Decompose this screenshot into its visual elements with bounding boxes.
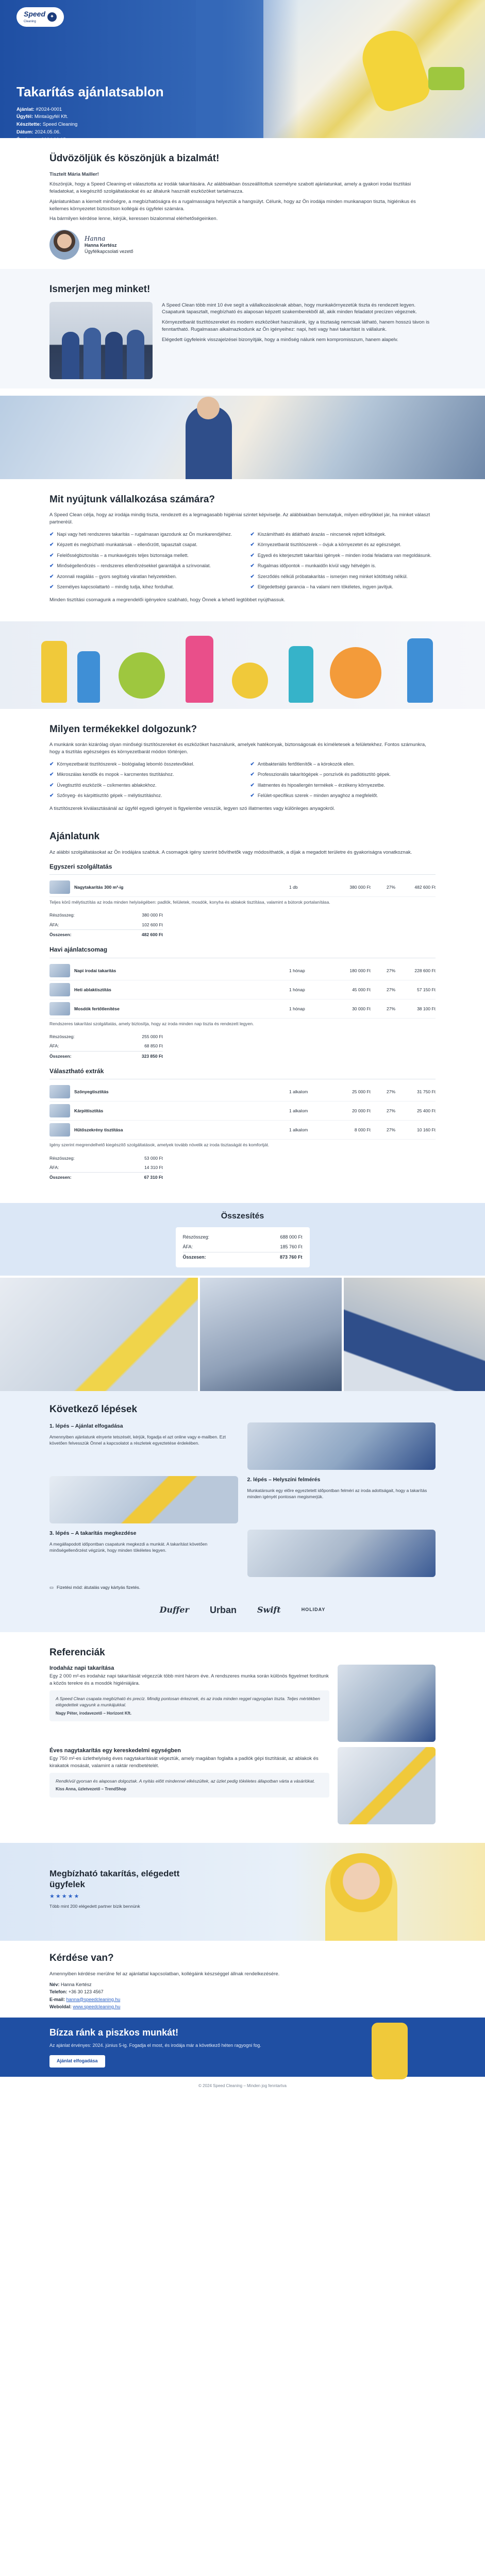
list-item-text: Illatmentes és hipoallergén termékek – érzékeny környezetbe. — [257, 782, 386, 788]
partner-logo: Swift — [257, 1605, 281, 1615]
list-item — [49, 792, 235, 800]
reference-photo — [338, 1747, 436, 1824]
totals-row — [49, 1172, 163, 1182]
offers-section — [0, 824, 485, 1194]
item-vat: 27% — [386, 1127, 395, 1133]
page-title: Takarítás ajánlatsablon — [16, 84, 164, 99]
hero-meta-value: #2024-0001 — [36, 106, 62, 112]
brand-logo[interactable]: Speed Cleaning ✦ — [16, 7, 64, 27]
reference-text: Egy 750 m²-es üzlethelyiség éves nagytakarítását végeztük, amely magában foglalta a padlók gépi tisztítását, az ablakok és kirakatok mosását, valamint a raktár rendbetételét. — [49, 1756, 319, 1769]
office-cleaning-photo — [0, 396, 485, 479]
offer-group-title: Havi ajánlatcsomag — [49, 945, 436, 958]
item-price: 45 000 Ft — [352, 987, 371, 992]
products-section — [0, 709, 485, 825]
summary-label: ÁFA: — [182, 1244, 193, 1249]
why-section — [0, 479, 485, 616]
item-thumbnail — [49, 983, 70, 996]
item-vat: 27% — [386, 1108, 395, 1114]
item-total: 38 100 Ft — [417, 1006, 436, 1011]
meet-p3: Elégedett ügyfeleink visszajelzései bizonyítják, hogy a minőség nálunk nem kompromisszum, hanem alapelv. — [162, 336, 398, 343]
step-photo — [49, 1476, 238, 1523]
hero-meta-label: Érvényes: — [16, 137, 40, 143]
list-item — [250, 563, 436, 570]
products-list — [49, 761, 436, 800]
contact-label: Név: — [49, 1981, 60, 1987]
totals-value: 14 310 Ft — [144, 1164, 163, 1170]
gallery-photo — [0, 1278, 198, 1391]
accept-offer-button[interactable]: Ajánlat elfogadása — [49, 2055, 105, 2067]
item-thumbnail — [49, 1002, 70, 1015]
item-name: Napi irodai takarítás — [74, 968, 116, 973]
offer-totals — [49, 1154, 163, 1182]
totals-label: ÁFA: — [49, 1043, 59, 1049]
totals-label: ÁFA: — [49, 1164, 59, 1170]
check-icon: ✔ — [250, 552, 255, 558]
list-item-text: Rugalmas időpontok – munkaidőn kívül vagy hétvégén is. — [257, 563, 376, 569]
table-row — [49, 1121, 436, 1140]
glove-shape — [356, 24, 434, 115]
item-vat: 27% — [386, 1006, 395, 1011]
check-icon: ✔ — [250, 584, 255, 590]
final-cta — [0, 2018, 485, 2076]
steps-title: Következő lépések — [49, 1403, 138, 1415]
cta-banner — [0, 1843, 485, 1941]
totals-row — [49, 910, 163, 920]
totals-value: 53 000 Ft — [144, 1155, 163, 1161]
contact-row — [49, 1988, 436, 1995]
contact-label: Telefon: — [49, 1989, 68, 1995]
step-title: 1. lépés – Ajánlat elfogadása — [49, 1423, 123, 1430]
contact-text: Amennyiben kérdése merülne fel az ajánlattal kapcsolatban, kollégáink készséggel állnak rendelkezésére. — [49, 1971, 280, 1977]
list-item-text: Kiszámítható és átlátható árazás – nincsenek rejtett költségek. — [257, 531, 387, 537]
item-qty: 1 hónap — [289, 968, 305, 973]
check-icon: ✔ — [250, 782, 255, 788]
quote-author: Kiss Anna, üzletvezető – TrendShop — [56, 1787, 127, 1792]
totals-label: Részösszeg: — [49, 1155, 75, 1161]
item-qty: 1 alkalom — [289, 1089, 308, 1095]
list-item-text: Üvegtisztító eszközök – csíkmentes ablakokhoz. — [57, 782, 157, 788]
check-icon: ✔ — [250, 573, 255, 580]
table-row — [49, 878, 436, 897]
why-title: Mit nyújtunk vállalkozása számára? — [49, 494, 215, 505]
offer-group — [49, 862, 436, 940]
check-icon: ✔ — [49, 563, 54, 569]
payment-info: ▭ Fizetési mód: átutalás vagy kártyás fizetés. — [49, 1585, 141, 1590]
hero-meta-label: Ügyfél: — [16, 114, 34, 120]
item-name: Heti ablaktisztítás — [74, 987, 111, 992]
step-text: Munkatársunk egy előre egyeztetett időpontban felméri az iroda adottságait, hogy a takarítás minden igényét pontosan megismerjük. — [247, 1487, 427, 1500]
avatar — [49, 230, 79, 260]
meet-p2: Környezetbarát tisztítószereket és modern eszközöket használunk, így a tisztaság nemcsak látható, hanem hosszú távon is fenntartható. Rugalmasan alkalmazkodunk az Ön igényeihez: napi, heti vagy havi takarítást is vállalunk. — [162, 319, 430, 332]
item-vat: 27% — [386, 1089, 395, 1095]
item-total: 57 150 Ft — [417, 987, 436, 992]
item-price: 30 000 Ft — [352, 1006, 371, 1011]
cta-subtitle: Több mint 200 elégedett partner bízik bennünk — [49, 1904, 140, 1909]
item-thumbnail — [49, 1123, 70, 1137]
step-card — [49, 1476, 436, 1523]
offers-intro: Az alábbi szolgáltatásokat az Ön irodájára szabtuk. A csomagok igény szerint bővíthetők vagy módosíthatók, a díjak a megadott területre és gyakoriságra vonatkoznak. — [49, 849, 412, 855]
meet-p1: A Speed Clean több mint 10 éve segít a vállalkozásoknak abban, hogy munkakörnyezetük tiszta és rendezett legyen. Csapatunk tapasztalt, megbízható és alaposan képzett szakemberekből áll, akik minden feladatot precízen végeznek. — [162, 302, 417, 315]
totals-value: 380 000 Ft — [142, 912, 163, 918]
table-row — [49, 1082, 436, 1101]
list-item-text: Személyes kapcsolattartó – mindig tudja, kihez fordulhat. — [57, 584, 174, 590]
hero-meta-label: Ajánlat: — [16, 106, 35, 112]
why-intro: A Speed Clean célja, hogy az irodája mindig tiszta, rendezett és a legmagasabb higiéniai szintet képviselje. Az alábbiakban bemutatjuk, milyen előnyökkel jár, ha minket választ partneréül. — [49, 512, 430, 525]
contact-row — [49, 2003, 436, 2010]
signature-role: Ügyfélkapcsolati vezető — [85, 248, 133, 254]
hero-meta-row — [16, 121, 164, 129]
item-price: 380 000 Ft — [349, 884, 371, 890]
summary-label: Részösszeg: — [182, 1234, 210, 1240]
partner-logos — [49, 1598, 436, 1622]
item-vat: 27% — [386, 987, 395, 992]
reference-card — [49, 1747, 436, 1824]
star-rating-icon: ★★★★★ — [49, 1893, 80, 1900]
list-item — [250, 552, 436, 560]
list-item-text: Környezetbarát tisztítószerek – biológiailag lebomló összetevőkkel. — [57, 761, 195, 767]
item-name: Hűtőszekrény tisztítása — [74, 1127, 123, 1133]
step-card — [49, 1530, 436, 1577]
contact-link[interactable]: www.speedcleaning.hu — [73, 2004, 121, 2009]
hero-meta-value: 2024.05.06. — [35, 129, 61, 135]
intro-greeting: Tisztelt Mária Mailler! — [49, 171, 99, 177]
check-icon: ✔ — [49, 542, 54, 548]
list-item — [250, 761, 436, 769]
gallery-photo — [200, 1278, 341, 1391]
summary-row — [183, 1232, 303, 1242]
hero-text — [16, 82, 164, 151]
list-item — [49, 782, 235, 790]
spray-bottle-shape — [372, 2023, 408, 2079]
list-item — [49, 771, 235, 779]
check-icon: ✔ — [49, 573, 54, 580]
check-icon: ✔ — [49, 552, 54, 558]
table-row — [49, 1101, 436, 1121]
offer-totals — [49, 910, 163, 939]
hero-meta-row — [16, 113, 164, 121]
list-item — [49, 531, 235, 539]
logo-icon: ✦ — [47, 12, 57, 22]
why-note: Minden tisztítási csomagunk a megrendelői igényekre szabható, hogy Önnek a lehető legtöbbet nyújthassuk. — [49, 597, 286, 603]
summary-box — [176, 1227, 310, 1267]
supplies-photo — [0, 621, 485, 709]
reference-card — [49, 1665, 436, 1742]
intro-section — [0, 138, 485, 269]
totals-label: ÁFA: — [49, 922, 59, 927]
hero-meta-row — [16, 137, 164, 144]
signature — [49, 230, 436, 260]
check-icon: ✔ — [49, 761, 54, 767]
totals-value: 323 850 Ft — [141, 1053, 163, 1059]
meet-section — [0, 269, 485, 388]
check-icon: ✔ — [250, 542, 255, 548]
intro-title: Üdvözöljük és köszönjük a bizalmát! — [49, 153, 220, 164]
item-qty: 1 alkalom — [289, 1108, 308, 1114]
list-item-text: Szerződés nélküli próbatakarítás – ismerjen meg minket kötöttség nélkül. — [257, 573, 408, 579]
testimonial-quote — [49, 1690, 329, 1721]
partner-logo: Duffer — [159, 1605, 189, 1615]
item-qty: 1 hónap — [289, 1006, 305, 1011]
step-photo — [247, 1422, 436, 1470]
products-intro: A munkánk során kizárólag olyan minőségi tisztítószereket és eszközöket használunk, amelyek hatékonyak, biztonságosak és kíméletesek a felületekhez. Fontos számunkra, hogy a tisztítás egészséges és környezetbarát módon történjen. — [49, 742, 426, 755]
list-item — [49, 584, 235, 591]
list-item-text: Képzett és megbízható munkatársak – ellenőrzött, tapasztalt csapat. — [57, 542, 198, 548]
totals-row — [49, 929, 163, 939]
why-list — [49, 531, 436, 591]
totals-row — [49, 1154, 163, 1163]
totals-label: Részösszeg: — [49, 912, 75, 918]
totals-row — [49, 1041, 163, 1050]
item-name: Mosdók fertőtlenítése — [74, 1006, 120, 1011]
totals-label: Összesen: — [49, 1053, 72, 1059]
item-qty: 1 alkalom — [289, 1127, 308, 1133]
summary-row — [183, 1252, 303, 1262]
reference-title: Éves nagytakarítás egy kereskedelmi egységben — [49, 1748, 181, 1754]
hero-meta-value: Speed Cleaning — [42, 122, 78, 128]
item-total: 10 160 Ft — [417, 1127, 436, 1133]
list-item-text: Azonnali reagálás – gyors segítség váratlan helyzetekben. — [57, 573, 177, 579]
step-photo — [247, 1530, 436, 1577]
list-item — [250, 573, 436, 581]
cta-title: Megbízható takarítás, elégedett ügyfelek — [49, 1869, 180, 1889]
list-item — [250, 792, 436, 800]
final-title: Bízza ránk a piszkos munkát! — [49, 2027, 179, 2038]
table-row — [49, 999, 436, 1019]
intro-p1: Köszönjük, hogy a Speed Cleaning-et választotta az irodák takarítására. Az alábbiakban összeállítottuk személyre szabott ajánlatunkat, amely a gyakori irodai tisztítási feladatokat, a kiegészítő szolgáltatásokat és az általunk használt eszközöket tartalmazza. — [49, 181, 411, 195]
item-name: Szőnyegtisztítás — [74, 1089, 109, 1095]
hero-meta-value: 2024.06.05. — [41, 137, 68, 143]
signature-scribble: Hanna — [85, 234, 106, 242]
hero-meta-label: Dátum: — [16, 129, 34, 135]
card-icon: ▭ — [49, 1585, 54, 1590]
totals-row — [49, 1163, 163, 1172]
item-vat: 27% — [386, 968, 395, 973]
totals-value: 67 310 Ft — [144, 1175, 163, 1180]
hero-meta-value: Mintaügyfél Kft. — [34, 114, 69, 120]
contact-value: +36 30 123 4567 — [68, 1989, 104, 1995]
item-name: Nagytakarítás 300 m²-ig — [74, 884, 124, 890]
list-item-text: Szőnyeg- és kárpittisztító gépek – mélytisztításhoz. — [57, 793, 162, 799]
list-item-text: Egyedi és kiterjesztett takarítási igények – minden irodai feladatra van megoldásunk. — [257, 552, 432, 558]
offer-group — [49, 1067, 436, 1182]
footer: © 2024 Speed Cleaning – Minden jog fenntartva — [198, 2083, 287, 2088]
check-icon: ✔ — [250, 531, 255, 537]
offer-description: Igény szerint megrendelhető kiegészítő szolgáltatások, amelyek tovább növelik az iroda tisztaságát és komfortját. — [49, 1142, 270, 1148]
list-item-text: Minőségellenőrzés – rendszeres ellenőrzésekkel garantáljuk a színvonalat. — [57, 563, 211, 569]
quote-text: A Speed Clean csapata megbízható és precíz. Mindig pontosan érkeznek, és az iroda minden reggel ragyogóan tiszta. Teljes mértékben elégedettek vagyunk a munkájukkal. — [56, 1696, 320, 1708]
list-item — [49, 552, 235, 560]
check-icon: ✔ — [250, 761, 255, 767]
list-item-text: Felület-specifikus szerek – minden anyaghoz a megfelelőt. — [257, 793, 378, 799]
item-total: 31 750 Ft — [417, 1089, 436, 1095]
final-text: Az ajánlat érvényes: 2024. június 5-ig. Fogadja el most, és irodája már a következő héten ragyogni fog. — [49, 2043, 261, 2048]
totals-row — [49, 920, 163, 929]
hero-meta-row — [16, 144, 164, 151]
offers-title: Ajánlatunk — [49, 831, 100, 842]
step-text: A megállapodott időpontban csapatunk megkezdi a munkát. A takarítást követően minőségellenőrzést végzünk, hogy minden tökéletes legyen. — [49, 1541, 208, 1553]
item-thumbnail — [49, 1085, 70, 1098]
hero-meta-label: Készítette: — [16, 122, 42, 128]
totals-value: 102 600 Ft — [142, 922, 163, 927]
totals-value: 482 600 Ft — [141, 932, 163, 938]
references-title: Referenciák — [49, 1647, 105, 1658]
check-icon: ✔ — [250, 563, 255, 569]
list-item — [49, 541, 235, 549]
step-title: 3. lépés – A takarítás megkezdése — [49, 1530, 137, 1537]
contact-link[interactable]: hanna@speedcleaning.hu — [66, 1996, 121, 2002]
hero-banner — [0, 0, 485, 150]
hero-meta — [16, 106, 164, 151]
reference-text: Egy 2 000 m²-es irodaház napi takarítását végezzük több mint három éve. A rendszeres munka során különös figyelmet fordítunk a közös terekre és a mosdók higiéniájára. — [49, 1673, 329, 1687]
table-row — [49, 961, 436, 980]
totals-value: 68 850 Ft — [144, 1043, 163, 1049]
list-item — [49, 573, 235, 581]
quote-author: Nagy Péter, irodavezető – Horizont Kft. — [56, 1710, 132, 1716]
list-item — [250, 584, 436, 591]
item-thumbnail — [49, 964, 70, 977]
offer-group — [49, 945, 436, 1061]
totals-row — [49, 1051, 163, 1061]
check-icon: ✔ — [49, 772, 54, 778]
totals-label: Összesen: — [49, 1175, 72, 1180]
cleaner-photo — [325, 1853, 397, 1941]
contact-label: E-mail: — [49, 1996, 65, 2002]
offer-description: Teljes körű mélytisztítás az iroda minden helyiségében: padlók, felületek, mosdók, konyha és ablakok tisztítása, valamint a bútorok portalanítása. — [49, 900, 330, 905]
hero-meta-label: Kapcsolat: — [16, 144, 42, 150]
check-icon: ✔ — [49, 584, 54, 590]
list-item — [49, 761, 235, 769]
step-text: Amennyiben ajánlatunk elnyerte tetszését, kérjük, fogadja el azt online vagy e-mailben. Ezt követően felvesszük Önnel a kapcsolatot a részletek egyeztetése érdekében. — [49, 1434, 226, 1446]
reference-title: Irodaház napi takarítása — [49, 1665, 114, 1672]
totals-row — [49, 1032, 163, 1041]
intro-p3: Ha bármilyen kérdése lenne, kérjük, keressen bizalommal elérhetőségeinken. — [49, 216, 218, 222]
check-icon: ✔ — [49, 782, 54, 788]
check-icon: ✔ — [250, 793, 255, 799]
hero-meta-row — [16, 129, 164, 137]
sponge-shape — [428, 67, 464, 90]
partner-logo: Urban — [209, 1604, 237, 1615]
item-vat: 27% — [386, 884, 395, 890]
step-title: 2. lépés – Helyszíni felmérés — [247, 1477, 321, 1483]
list-item — [250, 541, 436, 549]
summary-value: 873 760 Ft — [279, 1254, 303, 1260]
testimonial-quote — [49, 1773, 329, 1798]
step-card — [49, 1422, 436, 1470]
contact-row — [49, 1996, 436, 2003]
totals-label: Összesen: — [49, 932, 72, 938]
check-icon: ✔ — [250, 772, 255, 778]
offer-totals — [49, 1032, 163, 1061]
reference-photo — [338, 1665, 436, 1742]
check-icon: ✔ — [49, 793, 54, 799]
contact-label: Weboldal: — [49, 2004, 72, 2009]
quote-text: Rendkívül gyorsan és alaposan dolgoztak. A nyitás előtt mindennel elkészültek, az üzlet pedig tökéletes állapotban várta a vásárlókat. — [56, 1778, 315, 1784]
contact-row — [49, 1981, 436, 1988]
partner-logo: HOLIDAY — [301, 1607, 326, 1613]
check-icon: ✔ — [49, 531, 54, 537]
item-name: Kárpittisztítás — [74, 1108, 104, 1114]
summary-title: Összesítés — [221, 1211, 264, 1221]
table-row — [49, 980, 436, 999]
products-note: A tisztítószerek kiválasztásánál az ügyfél egyedi igényeit is figyelembe vesszük, legyen szó illatmentes vagy különleges anyagokról. — [49, 805, 335, 811]
item-thumbnail — [49, 1104, 70, 1117]
contact-value: Hanna Kertész — [61, 1981, 92, 1987]
item-thumbnail — [49, 880, 70, 894]
hero-meta-value: speed@speedcleaning.hu — [43, 144, 100, 150]
contact-title: Kérdése van? — [49, 1953, 114, 1964]
summary-value: 688 000 Ft — [280, 1234, 303, 1240]
summary-section — [0, 1203, 485, 1276]
list-item-text: Antibakteriális fertőtlenítők – a kórokozók ellen. — [257, 761, 355, 767]
hero-meta-row — [16, 106, 164, 114]
list-item-text: Professzionális takarítógépek – porszívók és padlótisztító gépek. — [257, 772, 391, 777]
list-item — [49, 563, 235, 570]
list-item-text: Mikroszálas kendők és mopok – karcmentes tisztításhoz. — [57, 772, 174, 777]
list-item-text: Környezetbarát tisztítószerek – óvjuk a környezetet és az egészséget. — [257, 542, 402, 548]
meet-title: Ismerjen meg minket! — [49, 284, 150, 295]
item-price: 20 000 Ft — [352, 1108, 371, 1114]
item-total: 25 400 Ft — [417, 1108, 436, 1114]
signature-name: Hanna Kertész — [85, 243, 117, 248]
photo-gallery — [0, 1278, 485, 1391]
item-total: 228 600 Ft — [414, 968, 436, 973]
list-item-text: Felelősségbiztosítás – a munkavégzés teljes biztonsága mellett. — [57, 552, 189, 558]
list-item-text: Elégedettségi garancia – ha valami nem tökéletes, ingyen javítjuk. — [257, 584, 394, 590]
steps-section — [0, 1391, 485, 1632]
item-price: 8 000 Ft — [354, 1127, 371, 1133]
products-title: Milyen termékekkel dolgozunk? — [49, 723, 197, 735]
item-total: 482 600 Ft — [414, 884, 436, 890]
totals-value: 255 000 Ft — [142, 1034, 163, 1040]
list-item — [250, 771, 436, 779]
gallery-photo — [344, 1278, 485, 1391]
offer-description: Rendszeres takarítási szolgáltatás, amely biztosítja, hogy az iroda minden nap tiszta és rendezett legyen. — [49, 1021, 254, 1026]
item-price: 180 000 Ft — [349, 968, 371, 973]
offer-group-title: Egyszeri szolgáltatás — [49, 862, 436, 875]
summary-row — [183, 1242, 303, 1252]
intro-p2: Ajánlatunkban a kiemelt minőségre, a megbízhatóságra és a rugalmasságra helyeztük a hangsúlyt. Célunk, hogy az Ön irodája minden munkanapon tiszta, higiénikus és kellemes környezetet biztosítson kollégái és ügyfelei számára. — [49, 198, 416, 212]
team-photo — [49, 302, 153, 379]
list-item-text: Napi vagy heti rendszeres takarítás – rugalmasan igazodunk az Ön munkarendjéhez. — [57, 531, 232, 537]
summary-label: Összesen: — [182, 1254, 206, 1260]
contact-section — [0, 1941, 485, 2018]
totals-label: Részösszeg: — [49, 1034, 75, 1040]
references-section — [0, 1632, 485, 1834]
offer-group-title: Választható extrák — [49, 1067, 436, 1079]
summary-value: 185 760 Ft — [280, 1244, 303, 1249]
item-qty: 1 db — [289, 884, 298, 890]
item-qty: 1 hónap — [289, 987, 305, 992]
list-item — [250, 782, 436, 790]
list-item — [250, 531, 436, 539]
item-price: 25 000 Ft — [352, 1089, 371, 1095]
